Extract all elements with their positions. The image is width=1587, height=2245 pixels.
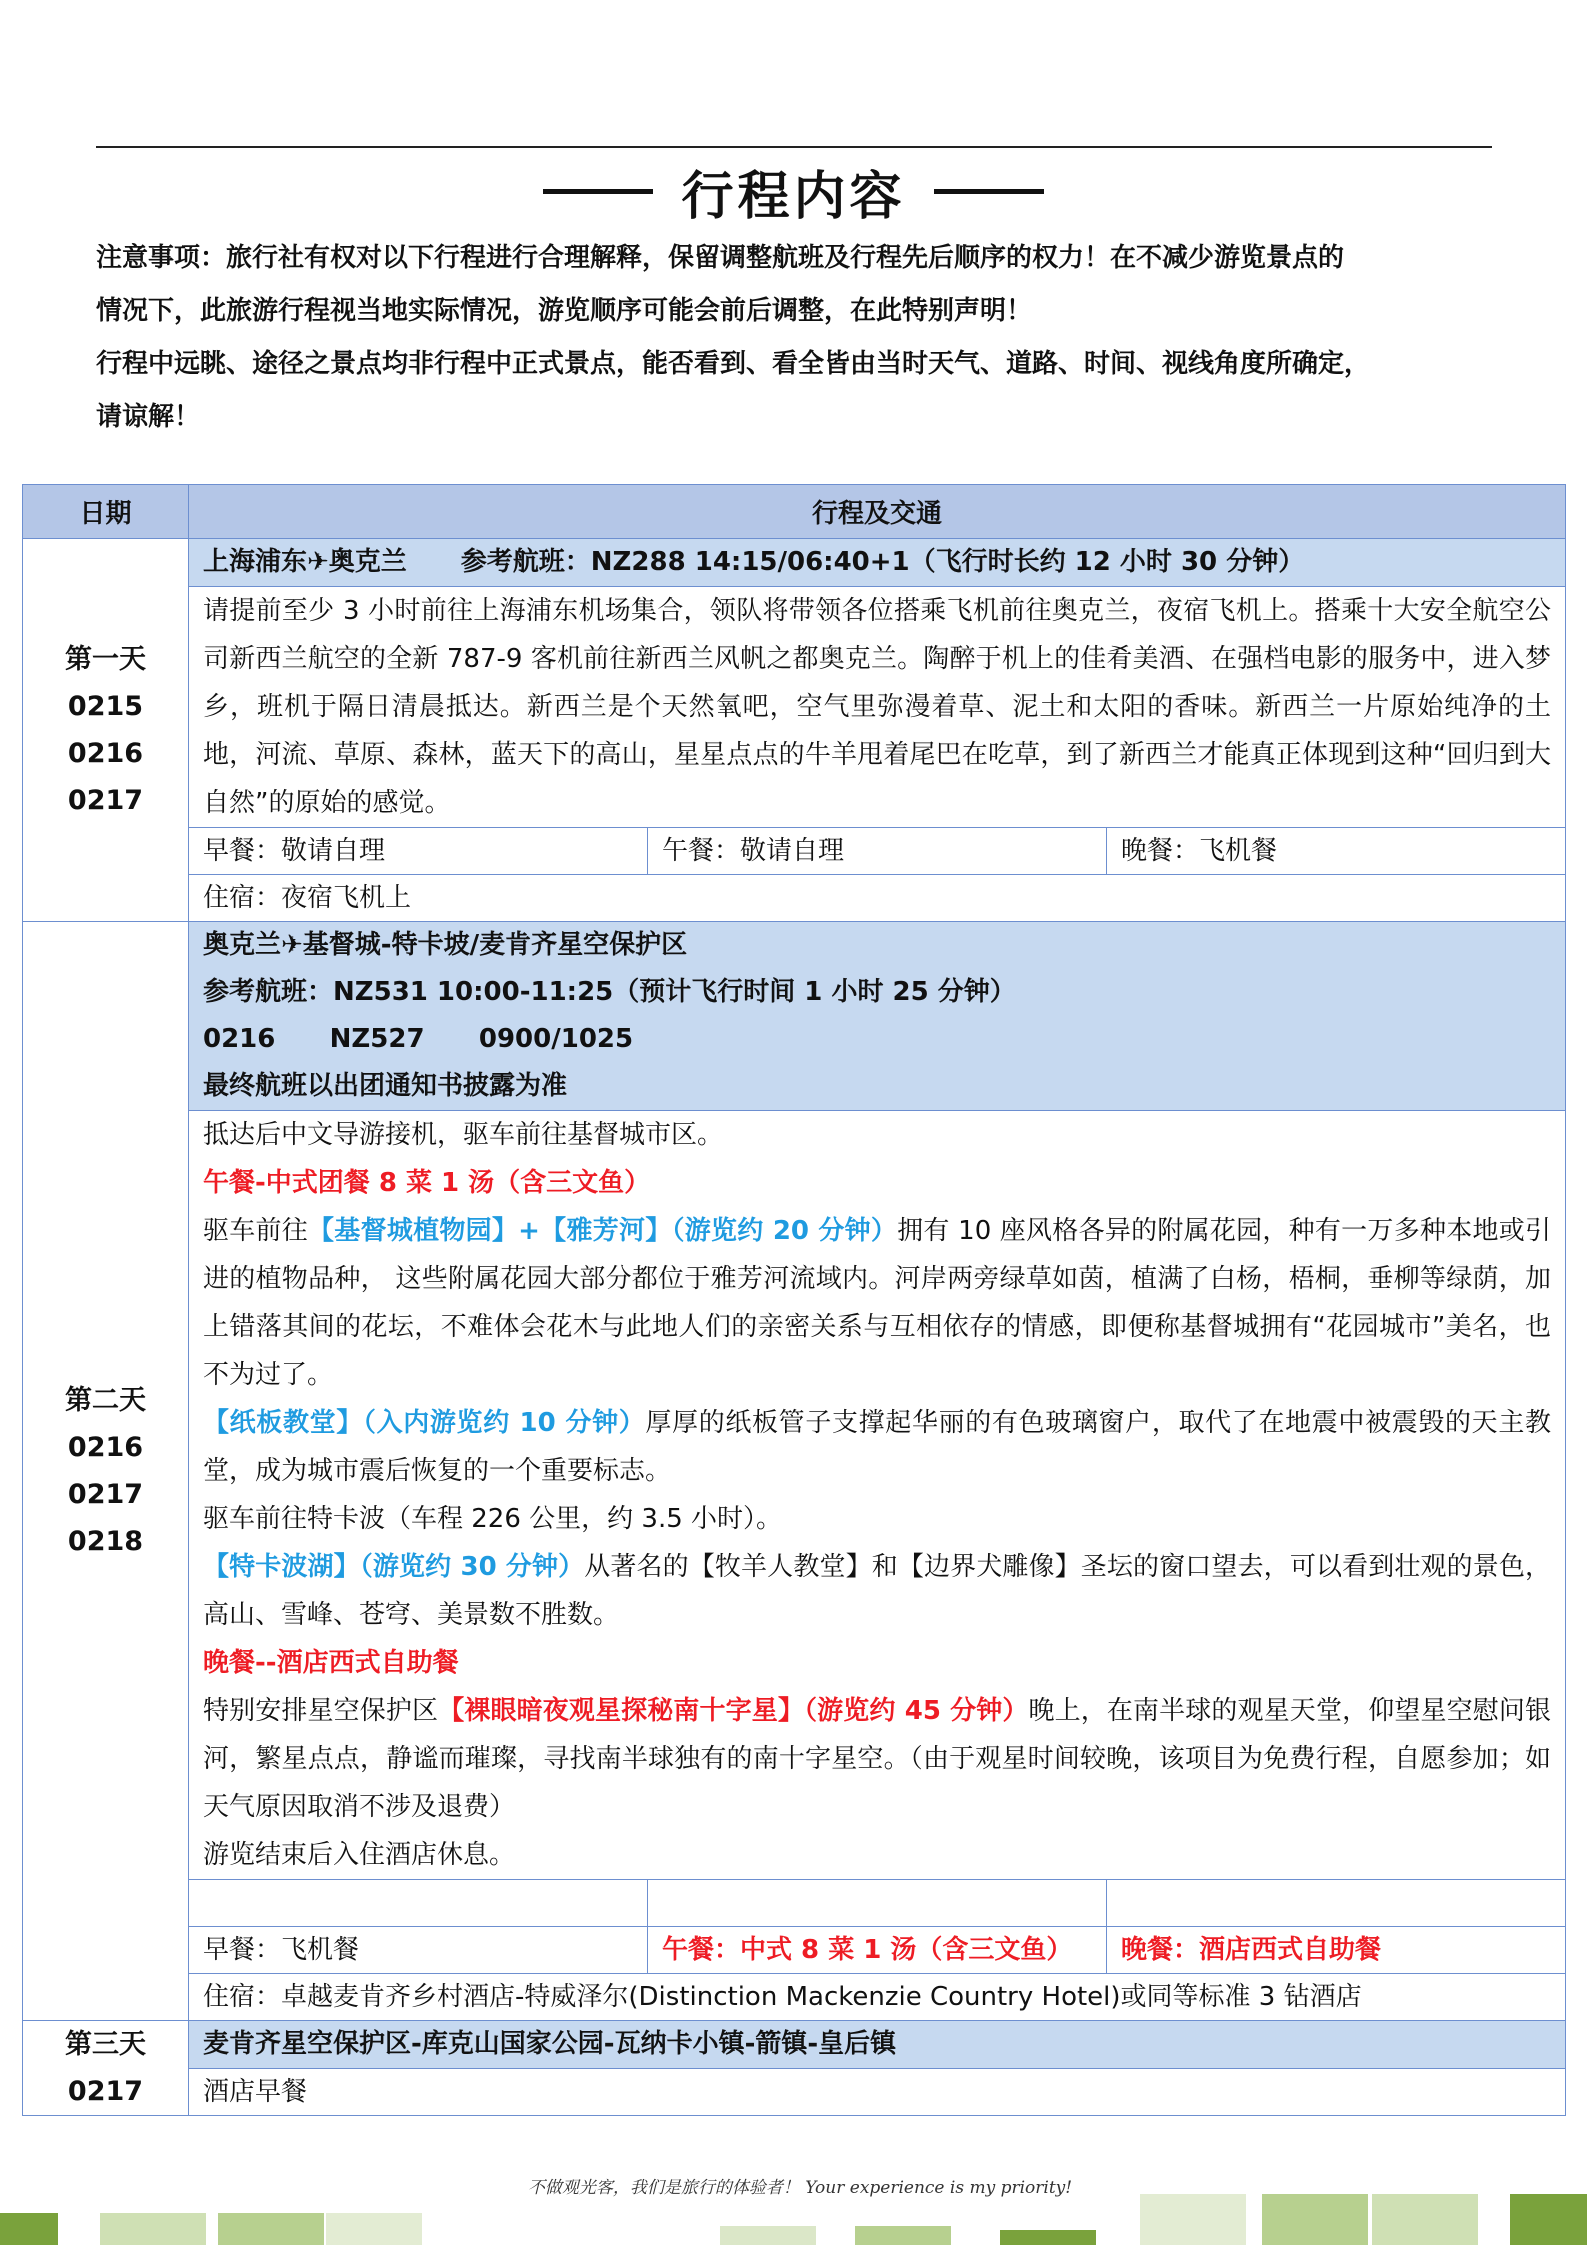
footer-block — [1510, 2194, 1587, 2245]
day2-meals-row — [23, 1927, 1566, 1974]
day2-attraction: 【基督城植物园】+【雅芳河】（游览约 20 分钟） — [308, 1216, 898, 1246]
day2-hotel: 住宿：卓越麦肯齐乡村酒店-特威泽尔(Distinction Mackenzie Country Hotel)或同等标准 3 钻酒店 — [189, 1974, 1566, 2021]
day2-lunch-highlight: 午餐-中式团餐 8 菜 1 汤（含三文鱼） — [203, 1168, 651, 1198]
day1-body-row — [23, 587, 1566, 828]
footer-block — [1372, 2194, 1478, 2245]
day-date: 0215 — [67, 691, 144, 722]
day2-para — [203, 1207, 1551, 1399]
day-label: 第一天 — [65, 644, 146, 675]
day-date: 0216 — [67, 738, 144, 769]
footer-block — [218, 2213, 324, 2245]
day2-lunch: 午餐：中式 8 菜 1 汤（含三文鱼） — [648, 1927, 1107, 1974]
day2-empty-row — [23, 1880, 1566, 1927]
day2-route-cell — [189, 922, 1566, 1111]
day-date: 0217 — [67, 1479, 144, 1510]
day1-body: 请提前至少 3 小时前往上海浦东机场集合，领队将带领各位搭乘飞机前往奥克兰，夜宿飞机上。搭乘十大安全航空公司新西兰航空的全新 787-9 客机前往新西兰风帆之都奥克兰。陶醉于机上的佳肴美酒、在强档电影的服务中，进入梦乡，班机于隔日清晨抵达。新西兰是个天然氧吧，空气里弥漫着草、泥土和太阳的香味。新西兰一片原始纯净的土地，河流、草原、森林，蓝天下的高山，星星点点的牛羊甩着尾巴在吃草，到了新西兰才能真正体现到这种“回归到大自然”的原始的感觉。 — [189, 587, 1566, 828]
footer-block — [1262, 2194, 1368, 2245]
day1-head-row — [23, 539, 1566, 587]
footer-block — [720, 2226, 816, 2245]
day-date: 0218 — [67, 1526, 144, 1557]
day2-text: 晚上，在南半球的观星天堂，仰望星空慰问银河，繁星点点，静谧而璀璨，寻找南半球独有的南十字星空。（由于观星时间较晚，该项目为免费行程，自愿参加；如天气原因取消不涉及退费） — [203, 1696, 1552, 1822]
day2-body — [189, 1111, 1566, 1880]
footer-block — [326, 2213, 422, 2245]
day2-para: 驱车前往特卡波（车程 226 公里，约 3.5 小时）。 — [203, 1504, 783, 1534]
page-title: 行程内容 — [681, 166, 906, 227]
day3-route: 麦肯齐星空保护区-库克山国家公园-瓦纳卡小镇-箭镇-皇后镇 — [189, 2021, 1566, 2069]
notice-block — [96, 232, 1496, 444]
day3-body-row — [23, 2069, 1566, 2116]
day2-route: 奥克兰✈基督城-特卡坡/麦肯齐星空保护区 — [203, 930, 688, 960]
title-dash-right — [934, 189, 1044, 194]
footer-block — [1000, 2230, 1096, 2245]
notice-line: 行程中远眺、途径之景点均非行程中正式景点，能否看到、看全皆由当时天气、道路、时间、视线角度所确定， — [96, 349, 1371, 379]
day1-dinner: 晚餐：飞机餐 — [1107, 828, 1566, 875]
day2-text: 厚厚的纸板管子支撑起华丽的有色玻璃窗户，取代了在地震中被震毁的天主教堂，成为城市震后恢复的一个重要标志。 — [203, 1408, 1551, 1486]
footer-block — [1140, 2194, 1246, 2245]
day-date: 0217 — [67, 2076, 144, 2107]
day2-breakfast: 早餐：飞机餐 — [189, 1927, 648, 1974]
footer-slogan: 不做观光客，我们是旅行的体验者！ Your experience is my priority! — [527, 2178, 1073, 2198]
day1-lunch: 午餐：敬请自理 — [648, 828, 1107, 875]
day2-flight-note: 最终航班以出团通知书披露为准 — [203, 1071, 568, 1101]
day1-date-cell — [23, 539, 189, 922]
footer-block — [100, 2213, 206, 2245]
footer-block — [855, 2226, 951, 2245]
day2-text: 从著名的【牧羊人教堂】和【边界犬雕像】圣坛的窗口望去，可以看到壮观的景色，高山、雪峰、苍穹、美景数不胜数。 — [203, 1552, 1551, 1630]
day-label: 第二天 — [65, 1385, 146, 1416]
day2-body-row — [23, 1111, 1566, 1880]
day3-date-cell — [23, 2021, 189, 2116]
empty-cell — [1107, 1880, 1566, 1927]
day2-dinner: 晚餐：酒店西式自助餐 — [1107, 1927, 1566, 1974]
empty-cell — [189, 1880, 648, 1927]
day1-meals-row — [23, 828, 1566, 875]
day2-para — [203, 1687, 1551, 1831]
day-date: 0217 — [67, 785, 144, 816]
day3-breakfast: 酒店早餐 — [189, 2069, 1566, 2116]
day1-flight: 参考航班：NZ288 14:15/06:40+1（飞行时长约 12 小时 30 分钟） — [460, 547, 1305, 577]
header-itinerary: 行程及交通 — [189, 485, 1566, 539]
notice-line: 请谅解！ — [96, 402, 201, 432]
day2-para — [203, 1399, 1551, 1495]
day2-attraction: 【纸板教堂】（入内游览约 10 分钟） — [203, 1408, 646, 1438]
notice-line: 注意事项：旅行社有权对以下行程进行合理解释，保留调整航班及行程先后顺序的权力！在不减少游览景点的 — [96, 243, 1345, 273]
day2-dinner-highlight: 晚餐--酒店西式自助餐 — [203, 1648, 459, 1678]
day2-flight: 参考航班：NZ531 10:00-11:25（预计飞行时间 1 小时 25 分钟） — [203, 977, 1016, 1007]
day2-text: 特别安排星空保护区 — [203, 1696, 439, 1726]
empty-cell — [648, 1880, 1107, 1927]
day2-text: 驱车前往 — [203, 1216, 309, 1246]
title-row — [0, 150, 1587, 232]
footer-block — [0, 2213, 58, 2245]
day2-flight-alt: 0216 NZ527 0900/1025 — [203, 1024, 634, 1054]
day1-route: 上海浦东✈奥克兰 — [203, 547, 407, 577]
top-rule — [96, 146, 1492, 148]
day1-hotel-row — [23, 875, 1566, 922]
day2-hotel-row — [23, 1974, 1566, 2021]
day2-stargazing: 【裸眼暗夜观星探秘南十字星】（游览约 45 分钟） — [438, 1696, 1029, 1726]
day1-breakfast: 早餐：敬请自理 — [189, 828, 648, 875]
title-dash-left — [543, 189, 653, 194]
day2-text: 拥有 10 座风格各异的附属花园，种有一万多种本地或引进的植物品种， 这些附属花园大部分都位于雅芳河流域内。河岸两旁绿草如茵，植满了白杨，梧桐，垂柳等绿荫，加上错落其间的花坛，不难体会花木与此地人们的亲密关系与互相依存的情感，即便称基督城拥有“花园城市”美名，也不为过了。 — [203, 1216, 1552, 1390]
day2-attraction: 【特卡波湖】（游览约 30 分钟） — [203, 1552, 585, 1582]
day1-hotel: 住宿：夜宿飞机上 — [189, 875, 1566, 922]
table-header-row — [23, 485, 1566, 539]
day2-para: 游览结束后入住酒店休息。 — [203, 1840, 516, 1870]
day2-para: 抵达后中文导游接机，驱车前往基督城市区。 — [203, 1120, 724, 1150]
notice-line: 情况下，此旅游行程视当地实际情况，游览顺序可能会前后调整，在此特别声明！ — [96, 296, 1033, 326]
day1-route-cell — [189, 539, 1566, 587]
header-date: 日期 — [23, 485, 189, 539]
day3-head-row — [23, 2021, 1566, 2069]
day2-date-cell — [23, 922, 189, 2021]
day2-para — [203, 1543, 1551, 1639]
itinerary-table — [22, 484, 1566, 2116]
day-label: 第三天 — [65, 2029, 146, 2060]
day-date: 0216 — [67, 1432, 144, 1463]
day2-head-row — [23, 922, 1566, 1111]
